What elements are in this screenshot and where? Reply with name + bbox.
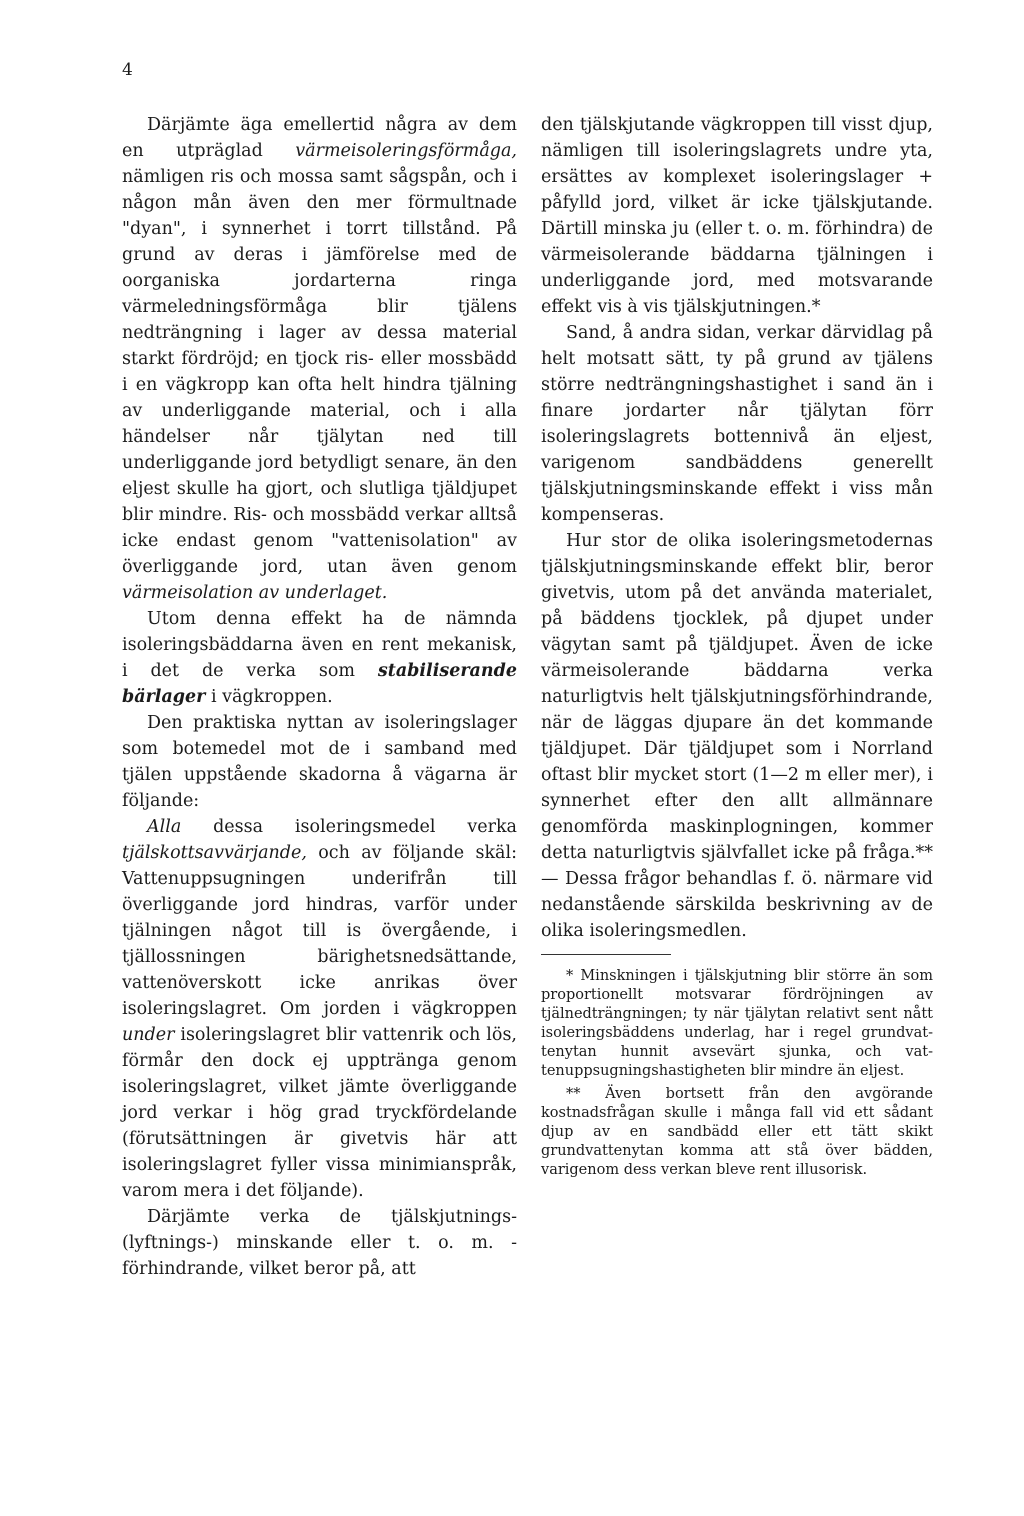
paragraph-effect-magnitude: Hur stor de olika isoleringsmetodernas tjälskjutningsminskande effekt blir, beror givetvis, utom på det använda materialet, på bäddens tjocklek, på djupet under vägytan samt på tjäldjupet. Även de icke värmeisolerande bäddarna verka naturligtvis helt tjälskjutningsförhindrande, när de läggas djupare än det kommande tjäldjupet. Där tjäldjupet som i Norrland oftast blir mycket stort (1—2 m eller mer), i synnerhet efter den allt allmännare genomförda maskinplogningen, kommer detta naturligtvis självfallet icke på fråga.** — Dessa frågor behandlas f. ö. närmare vid nedanstående särskilda beskrivning av de olika isoleringsmedlen. — [541, 531, 933, 941]
emphasis-under: under — [122, 1025, 175, 1045]
paragraph-mechanical-effect: Utom denna effekt ha de nämnda isoleringsbäddarna även en rent mekanisk, i det de verka som stabiliserande bärlager i vägkroppen. — [122, 609, 517, 707]
page-number: 4 — [122, 60, 133, 80]
left-column — [122, 112, 517, 1282]
footnote-divider — [541, 954, 671, 955]
footnote-2: ** Även bortsett från den avgörande kostnadsfrågan skulle i många fall vid ett sådant djup av en sandbädd eller ett tätt skikt grundvattenytan komma att stå över bädden, varigenom dess verkan bleve rent illusorisk. — [541, 1086, 933, 1178]
emphasis-thermal-insulation-capacity: värmeisoleringsförmåga, — [295, 141, 517, 161]
emphasis-stabilizing-layer: stabiliserande bärlager — [122, 661, 517, 707]
emphasis-all: Alla — [147, 817, 182, 837]
footnotes — [541, 967, 933, 1180]
paragraph-sand: Sand, å andra sidan, verkar därvidlag på helt motsatt sätt, ty på grund av tjälens större nedträngningshastighet i sand än i finare jordarter når tjälytan förr isoleringslagrets bottennivå än eljest, varigenom sandbäddens generellt tjälskjutningsminskande effekt i viss mån kompenseras. — [541, 323, 933, 525]
paragraph-practical-benefit: Den praktiska nyttan av isoleringslager som botemedel mot de i samband med tjälen uppstående skadorna å vägarna är följande: — [122, 713, 517, 811]
paragraph-insulating-materials: Därjämte äga emellertid några av dem en utpräglad värmeisoleringsförmåga, nämligen ris och mossa samt sågspån, och i någon mån även den mer förmultnade "dyan", i synnerhet i torrt tillstånd. På grund av deras i jämförelse med de oorganiska jordarterna ringa värmeledningsförmåga blir tjälens nedträngning i lager av dessa material starkt fördröjd; en tjock ris- eller mossbädd i en vägkropp kan ofta helt hindra tjälning av underliggande material, och i alla händelser når tjälytan ned till underliggande jord betydligt senare, än den eljest skulle ha gjort, och slutliga tjäldjupet blir mindre. Ris- och mossbädd verkar alltså icke endast genom "vattenisolation" av överliggande jord, utan även genom värmeisolation av underlaget. — [122, 115, 517, 603]
emphasis-thermal-insulation-underlayer: värmeisolation av underlaget. — [122, 583, 388, 603]
right-column — [541, 112, 933, 1184]
paragraph-frost-heave-prevention: Alla dessa isoleringsmedel verka tjälskottsavvärjande, och av följande skäl: Vattenuppsugningen underifrån till överliggande jord hindras, varför under tjälningen något till is övergående, i tjällossningen bärighetsnedsättande, vattenöverskott icke anrikas över isoleringslagret. Om jorden i vägkroppen under isoleringslagret blir vattenrik och lös, förmår den dock ej upptränga genom isoleringslagret, vilket jämte överliggande jord verkar i hög grad tryckfördelande (förutsättningen är givetvis här att isoleringslagret fyller vissa minimianspråk, varom mera i det följande). — [122, 817, 517, 1201]
emphasis-frost-heave-preventing: tjälskottsavvärjande, — [122, 843, 307, 863]
footnote-1: * Minskningen i tjälskjutning blir större än som proportionellt motsvarar fördröjningen av tjälnedträngningen; ty när tjälytan relativt sent nått isoleringsbäddens underlag, har i regel grundvattenytan hunnit avsevärt sjunka, och vattenuppsugningshastigheten blir mindre än eljest. — [541, 968, 933, 1079]
paragraph-frost-heave-reduction: Därjämte verka de tjälskjutnings- (lyftnings-) minskande eller t. o. m. -förhindrande, vilket beror på, att — [122, 1207, 517, 1279]
paragraph-continuation: den tjälskjutande vägkroppen till visst djup, nämligen till isoleringslagrets undre yta, ersättes av komplexet isoleringslager + påfylld jord, vilket är icke tjälskjutande. Därtill minska ju (eller t. o. m. förhindra) de värmeisolerande bäddarna tjälningen i underliggande jord, med motsvarande effekt vis à vis tjälskjutningen.* — [541, 115, 933, 317]
